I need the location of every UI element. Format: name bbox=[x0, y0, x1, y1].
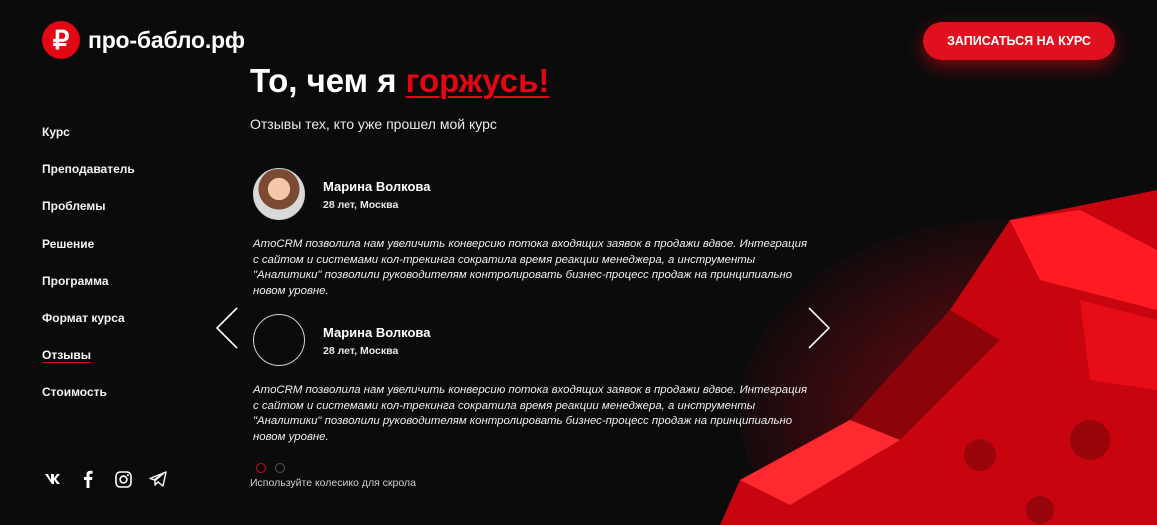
reviewer-avatar bbox=[253, 314, 305, 366]
nav-item-format[interactable]: Формат курса bbox=[42, 310, 125, 325]
reviewer-avatar bbox=[253, 168, 305, 220]
reviewer-name: Марина Волкова bbox=[323, 325, 431, 340]
review-text: AmoCRM позволила нам увеличить конверсию потока входящих заявок в продажи вдвое. Интеграция с сайтом и системами кол-трекинга сократила время реакции менеджера, а инструменты "Аналитики" позволили руководителям контролировать бизнес-процесс продаж на принципиально новом уровне. bbox=[253, 238, 808, 298]
slider-pagination bbox=[256, 463, 285, 473]
scroll-hint: Используйте колесико для скрола bbox=[250, 477, 416, 489]
telegram-icon[interactable] bbox=[149, 470, 167, 488]
reviewer-meta: 28 лет, Москва bbox=[323, 345, 399, 357]
side-navigation bbox=[42, 124, 135, 422]
review-text: AmoCRM позволила нам увеличить конверсию потока входящих заявок в продажи вдвое. Интеграция с сайтом и системами кол-трекинга сократила время реакции менеджера, а инструменты "Аналитики" позволили руководителям контролировать бизнес-процесс продаж на принципиально новом уровне. bbox=[253, 384, 808, 444]
reviewer-name: Марина Волкова bbox=[323, 179, 431, 194]
section-subtitle: Отзывы тех, кто уже прошел мой курс bbox=[250, 116, 497, 132]
section-title-highlight: горжусь! bbox=[405, 62, 550, 99]
nav-item-solution[interactable]: Решение bbox=[42, 236, 95, 251]
nav-item-course[interactable]: Курс bbox=[42, 125, 70, 139]
pagination-dot-active[interactable] bbox=[256, 463, 266, 473]
nav-item-price[interactable]: Стоимость bbox=[42, 385, 107, 400]
ruble-logo-icon: ₽ bbox=[42, 21, 80, 59]
prev-arrow-icon[interactable] bbox=[214, 306, 240, 350]
pagination-dot[interactable] bbox=[275, 463, 285, 473]
site-logo[interactable] bbox=[42, 21, 245, 59]
nav-item-teacher[interactable]: Преподаватель bbox=[42, 162, 135, 177]
enroll-button[interactable]: ЗАПИСАТЬСЯ НА КУРС bbox=[923, 22, 1115, 60]
section-title bbox=[250, 62, 549, 100]
next-arrow-icon[interactable] bbox=[806, 306, 832, 350]
section-title-prefix: То, чем я bbox=[250, 62, 406, 99]
nav-item-program[interactable]: Программа bbox=[42, 273, 109, 288]
facebook-icon[interactable] bbox=[79, 470, 97, 488]
instagram-icon[interactable] bbox=[114, 470, 132, 488]
site-name: про-бабло.рф bbox=[88, 26, 245, 53]
reviewer-meta: 28 лет, Москва bbox=[323, 199, 399, 211]
nav-item-problems[interactable]: Проблемы bbox=[42, 199, 106, 214]
nav-item-reviews[interactable]: Отзывы bbox=[42, 348, 92, 363]
vk-icon[interactable] bbox=[44, 470, 62, 488]
social-links bbox=[44, 470, 167, 488]
